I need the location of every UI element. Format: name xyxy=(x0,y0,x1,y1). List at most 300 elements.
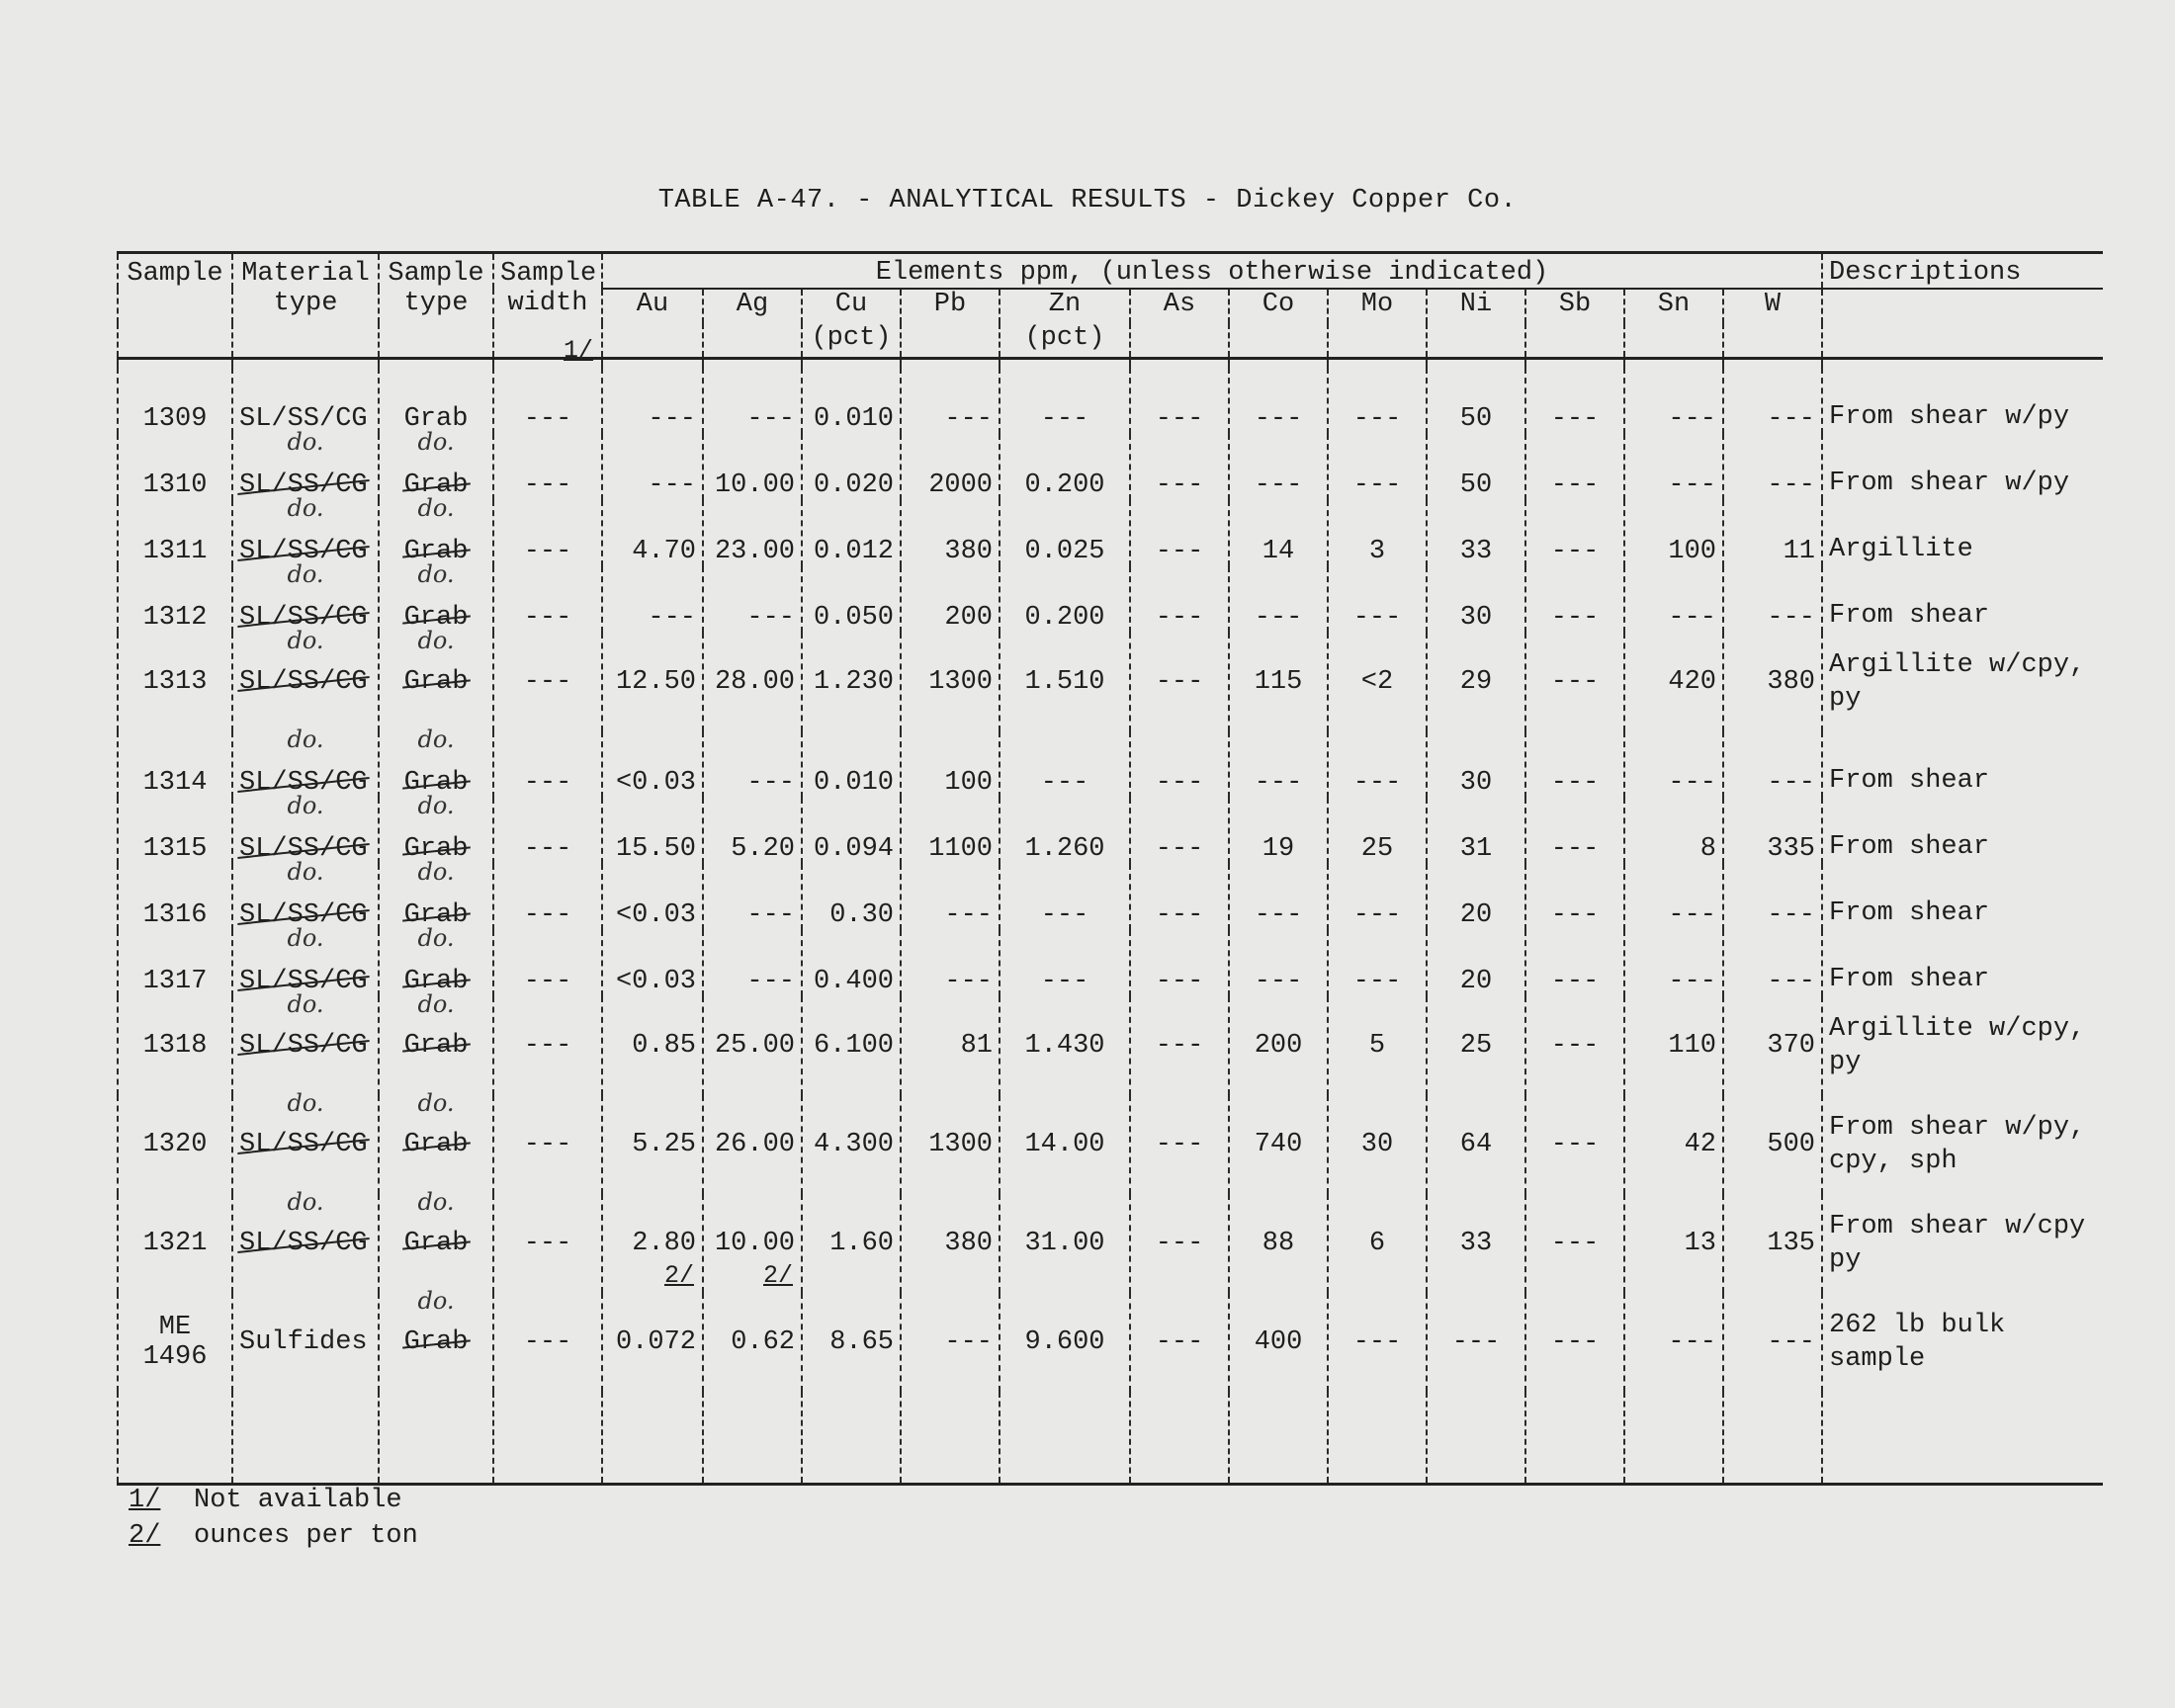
w-cell xyxy=(1723,864,1822,930)
sb-cell xyxy=(1525,798,1624,864)
sb-value: --- xyxy=(1550,1130,1600,1159)
table-row xyxy=(118,1194,2103,1293)
co-cell xyxy=(1229,434,1328,500)
sn-cell xyxy=(1624,633,1723,731)
material-cell xyxy=(232,990,379,1095)
as-cell xyxy=(1130,930,1229,996)
w-value: --- xyxy=(1767,470,1816,500)
width-value: --- xyxy=(523,1327,572,1357)
sample-cell xyxy=(118,731,232,798)
co-value: --- xyxy=(1254,967,1303,996)
ni-cell xyxy=(1427,930,1525,996)
sb-cell xyxy=(1525,1095,1624,1194)
w-value: --- xyxy=(1767,603,1816,633)
co-cell xyxy=(1229,368,1328,434)
co-cell xyxy=(1229,1293,1328,1392)
ni-value: 33 xyxy=(1459,1229,1493,1258)
ag-cell xyxy=(703,798,802,864)
co-cell xyxy=(1229,633,1328,731)
cu-cell xyxy=(802,996,901,1095)
cu-cell xyxy=(802,930,901,996)
cu-cell xyxy=(802,1194,901,1293)
footnote-text: Not available xyxy=(194,1486,402,1515)
description-cell xyxy=(1822,566,2103,633)
width-cell xyxy=(493,930,602,996)
width-value: --- xyxy=(523,537,572,566)
width-cell xyxy=(493,434,602,500)
width-cell xyxy=(493,336,602,434)
as-cell xyxy=(1130,434,1229,500)
material-cell xyxy=(232,1293,379,1392)
sn-value: 42 xyxy=(1684,1130,1716,1159)
sample-number: 1309 xyxy=(142,404,208,434)
w-value: 500 xyxy=(1767,1130,1816,1159)
mo-value: --- xyxy=(1352,1327,1402,1357)
mo-cell xyxy=(1328,996,1427,1095)
co-value: --- xyxy=(1254,603,1303,633)
ditto-mark: do. xyxy=(417,990,455,1018)
as-cell xyxy=(1130,566,1229,633)
description-line-2: py xyxy=(1829,684,1862,714)
material-value: SL/SS/CG xyxy=(239,537,368,566)
au-cell xyxy=(602,566,703,633)
ag-cell xyxy=(703,1261,802,1392)
zn-cell xyxy=(1000,1293,1130,1392)
zn-cell xyxy=(1000,1194,1130,1293)
ag-value: 10.00 xyxy=(714,1229,795,1258)
au-cell xyxy=(602,864,703,930)
material-cell xyxy=(232,494,379,566)
as-cell xyxy=(1130,1293,1229,1392)
description-cell xyxy=(1822,368,2103,434)
cu-cell xyxy=(802,434,901,500)
ditto-mark: do. xyxy=(417,1089,455,1117)
ni-value: 33 xyxy=(1459,537,1493,566)
sb-value: --- xyxy=(1550,1031,1600,1061)
w-cell xyxy=(1723,434,1822,500)
sn-value: 100 xyxy=(1668,537,1716,566)
header-descriptions: Descriptions xyxy=(1822,253,2103,290)
material-value: SL/SS/CG xyxy=(239,1229,368,1258)
material-value: SL/SS/CG xyxy=(239,967,368,996)
sb-value: --- xyxy=(1550,967,1600,996)
description-line-1: From shear w/py xyxy=(1829,469,2070,498)
co-value: --- xyxy=(1254,404,1303,434)
pb-value: --- xyxy=(944,900,993,930)
description-cell xyxy=(1822,633,2103,731)
ditto-mark: do. xyxy=(417,1287,455,1315)
width-cell xyxy=(493,996,602,1095)
ditto-mark: do. xyxy=(287,858,324,886)
zn-value: 0.200 xyxy=(1024,603,1105,633)
table-row xyxy=(118,434,2103,500)
zn-value: 1.430 xyxy=(1024,1031,1105,1061)
ditto-mark: do. xyxy=(287,924,324,952)
cu-cell xyxy=(802,864,901,930)
sample-prefix: ME xyxy=(158,1313,192,1342)
cu-value: 0.010 xyxy=(813,404,894,434)
material-cell xyxy=(232,428,379,500)
co-value: --- xyxy=(1254,900,1303,930)
zn-cell xyxy=(1000,1095,1130,1194)
mo-value: 5 xyxy=(1368,1031,1386,1061)
zn-value: 1.510 xyxy=(1024,667,1105,697)
stype-cell xyxy=(379,428,493,500)
ni-value: 30 xyxy=(1459,603,1493,633)
ag-value: 26.00 xyxy=(714,1130,795,1159)
width-cell xyxy=(493,864,602,930)
ditto-mark: do. xyxy=(417,1188,455,1216)
zn-value: --- xyxy=(1040,404,1089,434)
sb-cell xyxy=(1525,996,1624,1095)
pb-cell xyxy=(901,996,1000,1095)
w-value: 380 xyxy=(1767,667,1816,697)
description-line-2: cpy, sph xyxy=(1829,1147,1958,1176)
header-sample-type: Sample xyxy=(379,253,493,290)
sample-cell xyxy=(118,500,232,566)
ditto-mark: do. xyxy=(287,560,324,588)
ditto-mark: do. xyxy=(287,792,324,819)
width-value: --- xyxy=(523,470,572,500)
w-cell xyxy=(1723,368,1822,434)
ag-value: --- xyxy=(746,967,795,996)
description-line-1: 262 lb bulk xyxy=(1829,1311,2006,1340)
sb-cell xyxy=(1525,731,1624,798)
footnote-mark: 2/ xyxy=(129,1521,161,1551)
co-value: 740 xyxy=(1254,1130,1303,1159)
description-line-1: From shear xyxy=(1829,601,1990,631)
ag-cell xyxy=(703,864,802,930)
as-value: --- xyxy=(1155,404,1204,434)
stype-value: Grab xyxy=(403,1229,469,1258)
sample-cell xyxy=(118,864,232,930)
au-value: 4.70 xyxy=(632,537,696,566)
ditto-mark: do. xyxy=(417,726,455,753)
as-value: --- xyxy=(1155,768,1204,798)
header-material-type: type xyxy=(232,289,379,323)
pb-cell xyxy=(901,798,1000,864)
ag-cell xyxy=(703,930,802,996)
zn-cell xyxy=(1000,864,1130,930)
ni-cell xyxy=(1427,864,1525,930)
mo-cell xyxy=(1328,864,1427,930)
mo-cell xyxy=(1328,434,1427,500)
cu-value: 0.400 xyxy=(813,967,894,996)
zn-cell xyxy=(1000,500,1130,566)
w-cell xyxy=(1723,731,1822,798)
table-row xyxy=(118,368,2103,434)
sample-number: 1311 xyxy=(142,537,208,566)
width-cell xyxy=(493,566,602,633)
mo-cell xyxy=(1328,500,1427,566)
zn-cell xyxy=(1000,731,1130,798)
width-cell xyxy=(493,731,602,798)
co-value: --- xyxy=(1254,470,1303,500)
w-value: 335 xyxy=(1767,834,1816,864)
ni-value: 29 xyxy=(1459,667,1493,697)
width-value: --- xyxy=(523,1031,572,1061)
ni-cell xyxy=(1427,798,1525,864)
ditto-mark: do. xyxy=(287,990,324,1018)
width-value: --- xyxy=(523,667,572,697)
width-cell xyxy=(493,1095,602,1194)
as-value: --- xyxy=(1155,900,1204,930)
mo-value: --- xyxy=(1352,768,1402,798)
ni-value: 20 xyxy=(1459,900,1493,930)
ditto-mark: do. xyxy=(287,494,324,522)
cu-value: 0.30 xyxy=(829,900,894,930)
pb-cell xyxy=(901,1293,1000,1392)
as-cell xyxy=(1130,996,1229,1095)
sb-value: --- xyxy=(1550,834,1600,864)
mo-cell xyxy=(1328,1095,1427,1194)
sb-value: --- xyxy=(1550,404,1600,434)
ni-cell xyxy=(1427,500,1525,566)
cu-cell xyxy=(802,731,901,798)
sb-cell xyxy=(1525,368,1624,434)
as-cell xyxy=(1130,633,1229,731)
sb-value: --- xyxy=(1550,537,1600,566)
description-cell xyxy=(1822,1194,2103,1293)
w-value: --- xyxy=(1767,900,1816,930)
ag-value: 25.00 xyxy=(714,1031,795,1061)
analytical-results-table xyxy=(117,251,2103,1486)
pb-cell xyxy=(901,1095,1000,1194)
sb-cell xyxy=(1525,434,1624,500)
sn-value: 13 xyxy=(1684,1229,1716,1258)
au-cell xyxy=(602,930,703,996)
stype-cell xyxy=(379,494,493,566)
stype-value: Grab xyxy=(403,967,469,996)
sample-cell xyxy=(118,930,232,996)
material-cell xyxy=(232,1188,379,1293)
sample-cell xyxy=(118,566,232,633)
ag-value: --- xyxy=(746,404,795,434)
sn-value: --- xyxy=(1668,900,1716,930)
zn-cell xyxy=(1000,434,1130,500)
mo-value: --- xyxy=(1352,603,1402,633)
w-value: --- xyxy=(1767,404,1816,434)
co-cell xyxy=(1229,996,1328,1095)
material-value: SL/SS/CG xyxy=(239,1130,368,1159)
table-row xyxy=(118,798,2103,864)
stype-value: Grab xyxy=(403,834,469,864)
mo-cell xyxy=(1328,633,1427,731)
sample-number: 1496 xyxy=(142,1342,208,1372)
co-cell xyxy=(1229,798,1328,864)
au-cell xyxy=(602,798,703,864)
cu-cell xyxy=(802,1095,901,1194)
sample-cell xyxy=(118,434,232,500)
as-cell xyxy=(1130,798,1229,864)
co-value: 14 xyxy=(1262,537,1295,566)
table-row xyxy=(118,930,2103,996)
au-value: 2.80 xyxy=(632,1229,696,1258)
w-cell xyxy=(1723,798,1822,864)
as-value: --- xyxy=(1155,967,1204,996)
au-value: <0.03 xyxy=(615,768,696,798)
mo-value: 6 xyxy=(1368,1229,1386,1258)
ni-cell xyxy=(1427,1095,1525,1194)
as-cell xyxy=(1130,500,1229,566)
mo-cell xyxy=(1328,1194,1427,1293)
sample-cell xyxy=(118,1095,232,1194)
w-cell xyxy=(1723,500,1822,566)
as-value: --- xyxy=(1155,667,1204,697)
sample-number: 1320 xyxy=(142,1130,208,1159)
ag-value: 28.00 xyxy=(714,667,795,697)
footnote-ref: 2/ xyxy=(762,1261,793,1290)
table-bottom-rule xyxy=(118,1392,2103,1485)
description-line-2: py xyxy=(1829,1245,1862,1275)
ditto-mark: do. xyxy=(417,792,455,819)
ag-cell xyxy=(703,434,802,500)
ag-cell xyxy=(703,500,802,566)
co-cell xyxy=(1229,864,1328,930)
description-cell xyxy=(1822,996,2103,1095)
stype-value: Grab xyxy=(403,603,469,633)
header-cu-unit: (pct) xyxy=(802,323,901,359)
ni-cell xyxy=(1427,731,1525,798)
material-value: SL/SS/CG xyxy=(239,603,368,633)
zn-cell xyxy=(1000,930,1130,996)
mo-cell xyxy=(1328,1293,1427,1392)
sb-value: --- xyxy=(1550,1327,1600,1357)
zn-value: 0.025 xyxy=(1024,537,1105,566)
material-value: SL/SS/CG xyxy=(239,404,368,434)
au-value: --- xyxy=(648,404,696,434)
stype-value: Grab xyxy=(403,768,469,798)
header-sample-type-2: type xyxy=(379,289,493,323)
cu-value: 4.300 xyxy=(813,1130,894,1159)
zn-value: --- xyxy=(1040,900,1089,930)
pb-value: 100 xyxy=(944,768,993,798)
description-line-1: From shear xyxy=(1829,965,1990,994)
zn-cell xyxy=(1000,996,1130,1095)
w-cell xyxy=(1723,1095,1822,1194)
pb-value: 81 xyxy=(960,1031,993,1061)
material-value: SL/SS/CG xyxy=(239,768,368,798)
header-sn: Sn xyxy=(1624,289,1723,323)
material-cell xyxy=(232,1089,379,1194)
zn-value: 9.600 xyxy=(1024,1327,1105,1357)
w-cell xyxy=(1723,1293,1822,1392)
co-value: 88 xyxy=(1262,1229,1295,1258)
description-line-1: Argillite w/cpy, xyxy=(1829,650,2086,680)
ditto-mark: do. xyxy=(287,627,324,654)
footnote-ref: 1/ xyxy=(563,336,593,365)
cu-cell xyxy=(802,566,901,633)
table-row xyxy=(118,500,2103,566)
sn-value: --- xyxy=(1668,1327,1716,1357)
sample-cell xyxy=(118,1194,232,1293)
header-as: As xyxy=(1130,289,1229,323)
description-cell xyxy=(1822,798,2103,864)
sn-cell xyxy=(1624,1293,1723,1392)
pb-cell xyxy=(901,864,1000,930)
mo-cell xyxy=(1328,798,1427,864)
as-value: --- xyxy=(1155,1130,1204,1159)
as-value: --- xyxy=(1155,834,1204,864)
description-cell xyxy=(1822,1293,2103,1392)
mo-value: --- xyxy=(1352,967,1402,996)
co-cell xyxy=(1229,566,1328,633)
cu-cell xyxy=(802,368,901,434)
as-value: --- xyxy=(1155,1031,1204,1061)
pb-value: 380 xyxy=(944,1229,993,1258)
ag-value: --- xyxy=(746,768,795,798)
pb-value: --- xyxy=(944,1327,993,1357)
stype-cell xyxy=(379,924,493,996)
header-row-2 xyxy=(118,289,2103,323)
zn-value: 0.200 xyxy=(1024,470,1105,500)
au-value: <0.03 xyxy=(615,967,696,996)
cu-cell xyxy=(802,633,901,731)
pb-cell xyxy=(901,731,1000,798)
as-cell xyxy=(1130,1194,1229,1293)
as-value: --- xyxy=(1155,470,1204,500)
sn-cell xyxy=(1624,996,1723,1095)
material-cell xyxy=(232,627,379,731)
au-cell xyxy=(602,500,703,566)
sample-number: 1315 xyxy=(142,834,208,864)
ni-cell xyxy=(1427,368,1525,434)
w-cell xyxy=(1723,566,1822,633)
sb-value: --- xyxy=(1550,1229,1600,1258)
co-value: 19 xyxy=(1262,834,1295,864)
stype-value: Grab xyxy=(403,1031,469,1061)
sb-value: --- xyxy=(1550,768,1600,798)
as-value: --- xyxy=(1155,537,1204,566)
mo-value: --- xyxy=(1352,900,1402,930)
pb-cell xyxy=(901,434,1000,500)
sample-cell xyxy=(118,633,232,731)
sample-cell xyxy=(118,368,232,434)
ag-cell xyxy=(703,566,802,633)
pb-value: 1300 xyxy=(928,1130,993,1159)
w-value: --- xyxy=(1767,967,1816,996)
header-width: width xyxy=(493,289,602,323)
ni-value: --- xyxy=(1451,1327,1501,1357)
ni-value: 31 xyxy=(1459,834,1493,864)
table-row xyxy=(118,566,2103,633)
sn-value: --- xyxy=(1668,768,1716,798)
description-cell xyxy=(1822,1095,2103,1194)
w-value: 370 xyxy=(1767,1031,1816,1061)
co-value: 200 xyxy=(1254,1031,1303,1061)
description-line-2: sample xyxy=(1829,1344,1926,1374)
width-value: --- xyxy=(523,603,572,633)
width-value: --- xyxy=(523,967,572,996)
sample-number: 1317 xyxy=(142,967,208,996)
pb-cell xyxy=(901,633,1000,731)
description-line-1: Argillite w/cpy, xyxy=(1829,1014,2086,1044)
sb-value: --- xyxy=(1550,603,1600,633)
sn-cell xyxy=(1624,500,1723,566)
co-cell xyxy=(1229,1194,1328,1293)
ni-value: 30 xyxy=(1459,768,1493,798)
ni-cell xyxy=(1427,1293,1525,1392)
description-cell xyxy=(1822,434,2103,500)
zn-value: 1.260 xyxy=(1024,834,1105,864)
as-value: --- xyxy=(1155,603,1204,633)
co-value: 115 xyxy=(1254,667,1303,697)
sn-value: 420 xyxy=(1668,667,1716,697)
cu-cell xyxy=(802,500,901,566)
co-cell xyxy=(1229,500,1328,566)
description-line-1: From shear w/py, xyxy=(1829,1113,2086,1143)
header-material: Material xyxy=(232,253,379,290)
